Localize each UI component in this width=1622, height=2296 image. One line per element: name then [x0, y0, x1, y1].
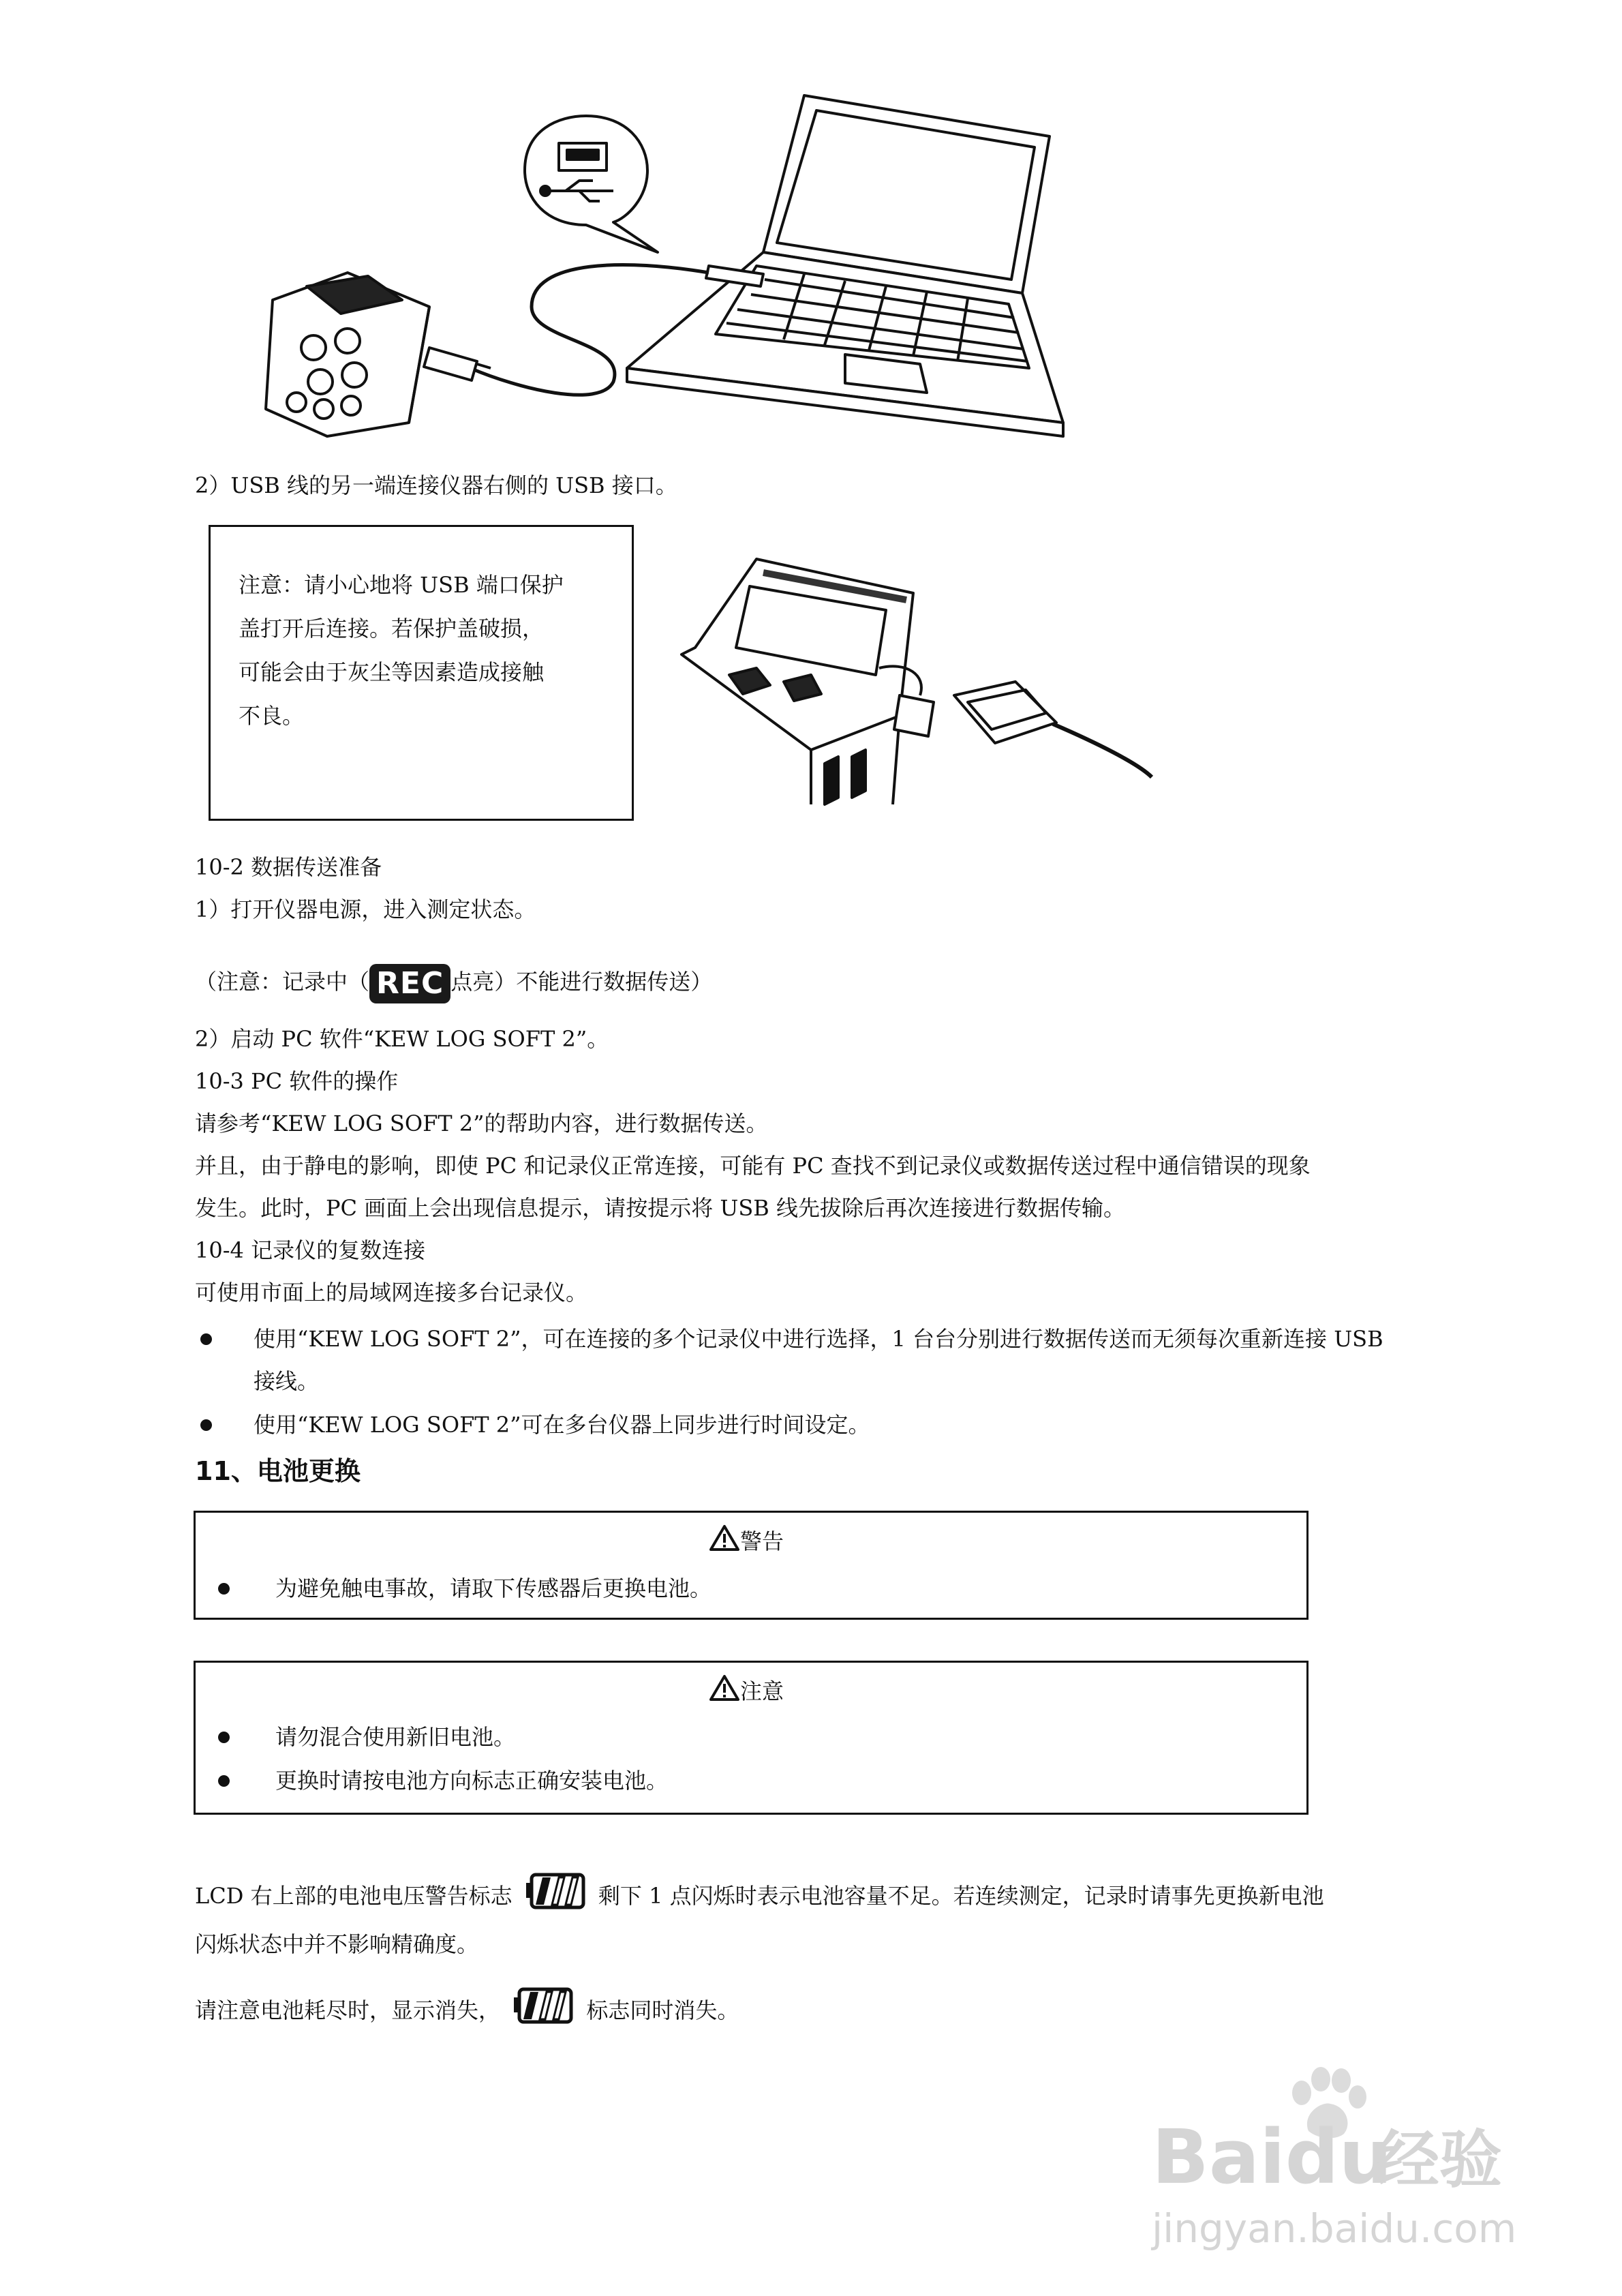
section-10-3-title: 10-3 PC 软件的操作: [195, 1068, 399, 1094]
rec-note-suffix: 点亮）不能进行数据传送）: [450, 969, 713, 995]
section-10-4-intro: 可使用市面上的局域网连接多台记录仪。: [195, 1280, 588, 1305]
section-10-3-line3: 发生。此时，PC 画面上会出现信息提示，请按提示将 USB 线先拔除后再次连接进行数据传输。: [195, 1195, 1125, 1221]
section-10-2-step2: 2）启动 PC 软件“KEW LOG SOFT 2”。: [195, 1026, 609, 1052]
watermark-url: jingyan.baidu.com: [1152, 2205, 1517, 2252]
note-line-4: 不良。: [239, 703, 305, 729]
section-10-4-bullet1a: 使用“KEW LOG SOFT 2”，可在连接的多个记录仪中进行选择，1 台台分别进行数据传送而无须每次重新连接 USB: [254, 1326, 1383, 1352]
bullet-icon: [200, 1333, 212, 1345]
warning-title: 警告: [740, 1528, 784, 1554]
battery-para-2: [195, 1987, 739, 2031]
caution-heading: [709, 1674, 784, 1706]
note-line-3: 可能会由于灰尘等因素造成接触: [239, 659, 545, 685]
warning-triangle-icon: [709, 1524, 740, 1552]
battery-para-1c: 闪烁状态中并不影响精确度。: [195, 1931, 479, 1957]
battery-icon: [512, 1987, 574, 2025]
section-10-4-title: 10-4 记录仪的复数连接: [195, 1237, 426, 1263]
section-10-2-title: 10-2 数据传送准备: [195, 854, 382, 880]
section-11-title: 11、电池更换: [195, 1456, 361, 1486]
warning-item: 为避免触电事故，请取下传感器后更换电池。: [275, 1575, 712, 1601]
rec-note: [195, 961, 712, 1003]
bullet-icon: [218, 1732, 230, 1743]
usb-connection-illustration: [245, 82, 1097, 464]
section-10-4-bullet2: 使用“KEW LOG SOFT 2”可在多台仪器上同步进行时间设定。: [254, 1412, 870, 1438]
bullet-icon: [200, 1419, 212, 1431]
warning-heading: [709, 1524, 784, 1556]
section-10-4-bullet1b: 接线。: [254, 1368, 320, 1394]
baidu-watermark: [1152, 2066, 1533, 2263]
watermark-brand: Baidu: [1152, 2113, 1392, 2201]
bullet-icon: [218, 1775, 230, 1787]
usb-port-illustration: [675, 539, 1165, 811]
rec-badge-icon: REC: [369, 964, 450, 1003]
battery-para-1b: 剩下 1 点闪烁时表示电池容量不足。若连续测定，记录时请事先更换新电池: [598, 1883, 1324, 1909]
section-10-2-step1: 1）打开仪器电源，进入测定状态。: [195, 896, 536, 922]
battery-para-1: [195, 1872, 1324, 1916]
battery-icon: [525, 1872, 586, 1910]
battery-para-1a: LCD 右上部的电池电压警告标志: [195, 1883, 512, 1909]
battery-para-2a: 请注意电池耗尽时，显示消失，: [195, 1997, 501, 2023]
caution-title: 注意: [740, 1678, 784, 1704]
step-usb-connect: 2）USB 线的另一端连接仪器右侧的 USB 接口。: [195, 472, 677, 498]
rec-note-prefix: （注意：记录中（: [195, 969, 370, 995]
battery-para-2b: 标志同时消失。: [586, 1997, 739, 2023]
watermark-cn: 经验: [1377, 2124, 1503, 2196]
caution-item-1: 请勿混合使用新旧电池。: [275, 1724, 516, 1750]
note-line-2: 盖打开后连接。若保护盖破损，: [239, 616, 545, 641]
bullet-icon: [218, 1583, 230, 1595]
note-line-1: 注意：请小心地将 USB 端口保护: [239, 572, 564, 598]
caution-triangle-icon: [709, 1674, 740, 1702]
section-10-3-line1: 请参考“KEW LOG SOFT 2”的帮助内容，进行数据传送。: [195, 1111, 768, 1136]
caution-item-2: 更换时请按电池方向标志正确安装电池。: [275, 1768, 669, 1794]
section-10-3-line2: 并且，由于静电的影响，即使 PC 和记录仪正常连接，可能有 PC 查找不到记录仪或数据传送过程中通信错误的现象: [195, 1153, 1311, 1179]
